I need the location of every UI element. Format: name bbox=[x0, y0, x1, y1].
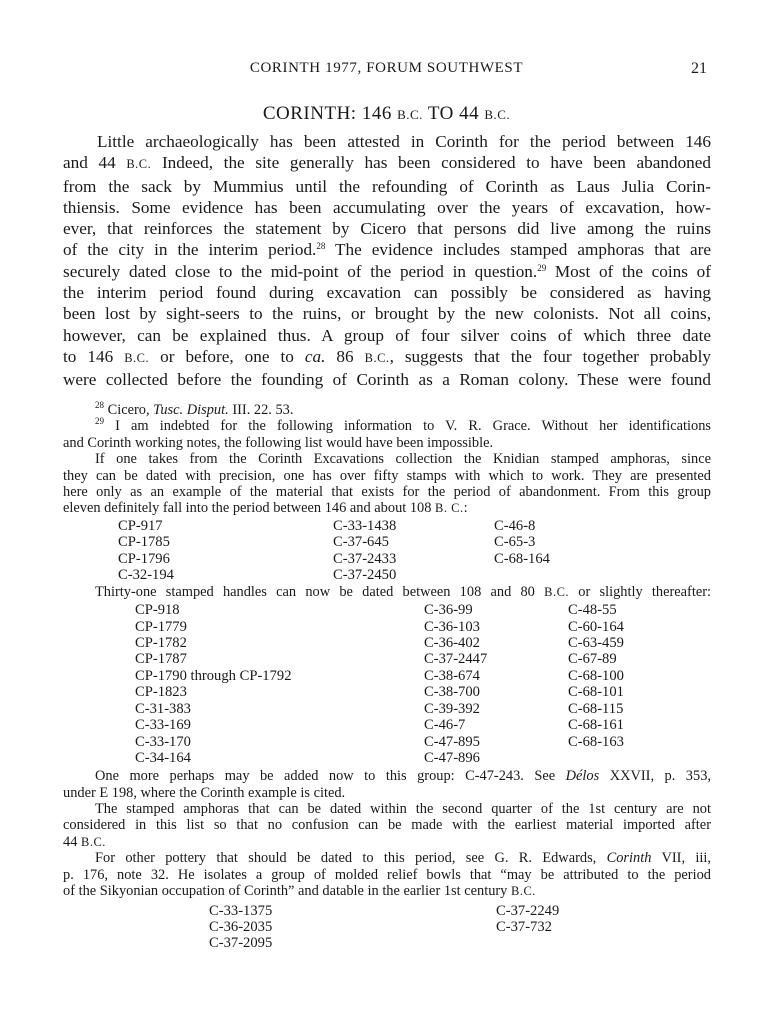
footnote-line: 44 B.C. bbox=[63, 833, 106, 850]
catalog-number: C-68-163 bbox=[568, 733, 624, 750]
stamp-list-column bbox=[118, 518, 174, 584]
catalog-number: C-38-674 bbox=[424, 667, 480, 684]
body-line: the interim period found during excavation can possibly be considered as having bbox=[63, 283, 711, 303]
footnote-line: One more perhaps may be added now to this group: C-47-243. See Délos XXVII, p. 353, bbox=[95, 768, 711, 785]
stamp-list-column bbox=[568, 602, 624, 750]
bowl-list bbox=[63, 903, 711, 953]
catalog-number: C-65-3 bbox=[494, 534, 536, 551]
catalog-number: C-33-1438 bbox=[333, 517, 397, 534]
catalog-number: C-68-115 bbox=[568, 700, 624, 717]
page-number: 21 bbox=[691, 60, 707, 77]
body-line: been lost by sight-seers to the ruins, or brought by the new colonists. Not all coins, bbox=[63, 304, 711, 324]
body-line: and 44 B.C. Indeed, the site generally has been considered to have been abandoned bbox=[63, 153, 711, 173]
footnote-28: $^{28}$ Cicero, Tusc. Disput. III. 22. 53. bbox=[95, 400, 294, 418]
running-head bbox=[0, 58, 773, 80]
stamp-list-column bbox=[424, 602, 487, 766]
body-line: securely dated close to the mid-point of the period in question.$^{29}$ Most of the coins of bbox=[63, 261, 711, 281]
section-title-bc: B.C. bbox=[484, 107, 511, 122]
footnote-ref: 28 bbox=[316, 241, 326, 252]
body-line: of the city in the interim period.$^{28}$ The evidence includes stamped amphoras that are bbox=[63, 240, 711, 260]
catalog-number: CP-917 bbox=[118, 517, 163, 534]
catalog-number: CP-918 bbox=[135, 602, 180, 619]
catalog-number: C-37-2433 bbox=[333, 550, 397, 567]
catalog-number: CP-1785 bbox=[118, 534, 170, 551]
catalog-number: C-47-896 bbox=[424, 749, 480, 766]
footnote-line: here only as an example of the material that exists for the period of abandonment. From this group bbox=[63, 484, 711, 501]
catalog-number: C-48-55 bbox=[568, 602, 617, 619]
body-line: thiensis. Some evidence has been accumulating over the years of excavation, how- bbox=[63, 197, 711, 217]
catalog-number: C-68-161 bbox=[568, 717, 624, 734]
stamp-list-column bbox=[135, 602, 292, 766]
footnote-line: under E 198, where the Corinth example is cited. bbox=[63, 784, 346, 801]
stamp-list-column bbox=[333, 518, 396, 584]
catalog-number: C-36-402 bbox=[424, 635, 480, 652]
footnote-line: Thirty-one stamped handles can now be dated between 108 and 80 B.C. or slightly thereafter: bbox=[95, 583, 711, 600]
body-paragraph bbox=[63, 131, 711, 391]
catalog-number: C-47-895 bbox=[424, 733, 480, 750]
catalog-number: C-63-459 bbox=[568, 635, 624, 652]
catalog-number: C-68-164 bbox=[494, 550, 550, 567]
catalog-number: C-31-383 bbox=[135, 700, 191, 717]
footnote-line: they can be dated with precision, one has over fifty stamps with which to work. They are presented bbox=[63, 467, 711, 484]
footnote-line: The stamped amphoras that can be dated within the second quarter of the 1st century are not bbox=[95, 801, 711, 818]
section-title-text: CORINTH: 146 bbox=[262, 103, 398, 124]
footnote-line: eleven definitely fall into the period between 146 and about 108 B. C.: bbox=[63, 500, 468, 517]
footnote-line: considered in this list so that no confusion can be made with the earliest material imported after bbox=[63, 817, 711, 834]
bowl-list-column bbox=[209, 903, 272, 952]
catalog-number: C-36-2035 bbox=[209, 918, 273, 935]
catalog-number: C-68-101 bbox=[568, 684, 624, 701]
catalog-number: C-37-2447 bbox=[424, 651, 488, 668]
catalog-number: CP-1796 bbox=[118, 550, 170, 567]
catalog-number: C-32-194 bbox=[118, 567, 174, 584]
catalog-number: C-38-700 bbox=[424, 684, 480, 701]
catalog-number: C-37-2095 bbox=[209, 935, 273, 952]
catalog-number: C-33-1375 bbox=[209, 902, 273, 919]
catalog-number: C-33-170 bbox=[135, 733, 191, 750]
footnote-line: If one takes from the Corinth Excavations collection the Knidian stamped amphoras, since bbox=[95, 451, 711, 468]
catalog-number: C-46-8 bbox=[494, 517, 536, 534]
footnotes bbox=[63, 402, 711, 953]
catalog-number: C-36-99 bbox=[424, 602, 473, 619]
catalog-number: CP-1779 bbox=[135, 618, 187, 635]
body-line: to 146 B.C. or before, one to ca. 86 B.C., suggests that the four together probably bbox=[63, 346, 711, 366]
footnote-line: and Corinth working notes, the following list would have been impossible. bbox=[63, 434, 494, 451]
footnote-line: p. 176, note 32. He isolates a group of molded relief bowls that “may be attributed to the period bbox=[63, 866, 711, 883]
catalog-number: C-33-169 bbox=[135, 717, 191, 734]
catalog-number: C-37-2249 bbox=[496, 902, 560, 919]
catalog-number: C-67-89 bbox=[568, 651, 617, 668]
catalog-number: C-34-164 bbox=[135, 749, 191, 766]
section-title bbox=[0, 103, 773, 125]
body-line: however, can be explained thus. A group of four silver coins of which three date bbox=[63, 325, 711, 345]
stamp-list-1 bbox=[63, 518, 711, 584]
body-line: Little archaeologically has been attested in Corinth for the period between 146 bbox=[97, 132, 711, 151]
footnote-line: For other pottery that should be dated to this period, see G. R. Edwards, Corinth VII, iii, bbox=[95, 850, 711, 867]
body-line: from the sack by Mummius until the refounding of Corinth as Laus Julia Corin- bbox=[63, 176, 711, 196]
catalog-number: C-37-732 bbox=[496, 918, 552, 935]
body-line: ever, that reinforces the statement by Cicero that persons did live among the ruins bbox=[63, 219, 711, 239]
stamp-list-2 bbox=[63, 602, 711, 768]
catalog-number: CP-1823 bbox=[135, 684, 187, 701]
footnote-ref: 29 bbox=[537, 262, 547, 273]
body-line: were collected before the founding of Corinth as a Roman colony. These were found bbox=[63, 370, 711, 390]
catalog-number: C-60-164 bbox=[568, 618, 624, 635]
catalog-number: C-36-103 bbox=[424, 618, 480, 635]
catalog-number: CP-1790 through CP-1792 bbox=[135, 667, 292, 684]
footnote-29: $^{29}$ I am indebted for the following information to V. R. Grace. Without her identifications bbox=[95, 416, 711, 435]
catalog-number: C-46-7 bbox=[424, 717, 466, 734]
running-title: CORINTH 1977, FORUM SOUTHWEST bbox=[249, 60, 524, 76]
catalog-number: CP-1782 bbox=[135, 635, 187, 652]
catalog-number: C-68-100 bbox=[568, 667, 624, 684]
catalog-number: CP-1787 bbox=[135, 651, 187, 668]
stamp-list-column bbox=[494, 518, 550, 567]
bowl-list-column bbox=[496, 903, 559, 936]
footnote-line: of the Sikyonian occupation of Corinth” and datable in the earlier 1st century B.C. bbox=[63, 883, 536, 900]
catalog-number: C-37-2450 bbox=[333, 567, 397, 584]
section-title-text: TO 44 bbox=[422, 103, 485, 124]
catalog-number: C-39-392 bbox=[424, 700, 480, 717]
catalog-number: C-37-645 bbox=[333, 534, 389, 551]
section-title-bc: B.C. bbox=[397, 107, 423, 122]
